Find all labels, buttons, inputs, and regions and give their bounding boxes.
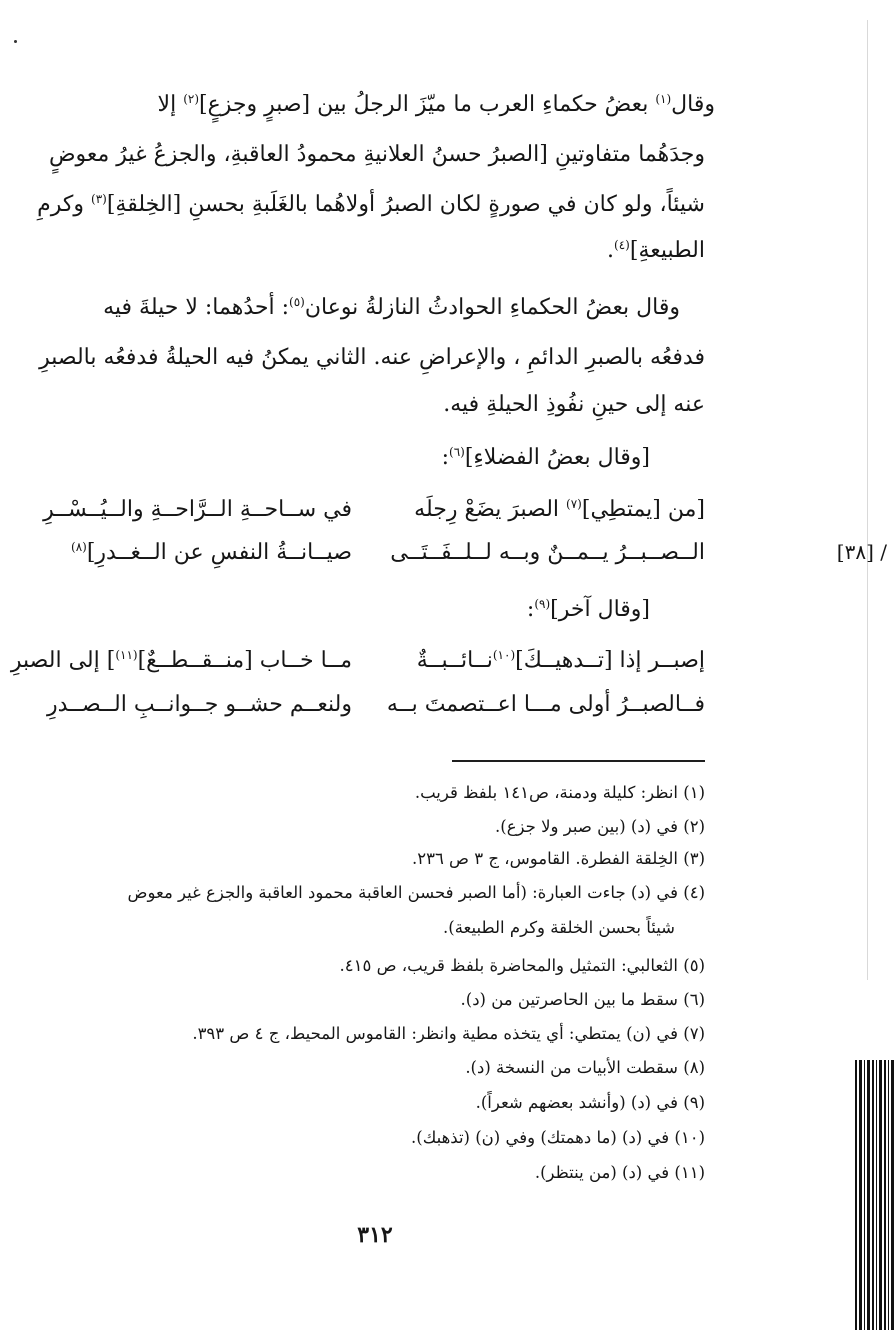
footnote-text: في (د) جاءت العبارة: (أما الصبر فحسن العاقبة محمود العاقبة والجزع غير معوض xyxy=(127,883,678,902)
footnote-ref: (٩) xyxy=(534,597,551,611)
footnote-ref: (٤) xyxy=(614,238,630,252)
text-run: إلا xyxy=(157,92,184,117)
footnote-number: (٤) xyxy=(678,883,705,902)
footnote-ref: (٥) xyxy=(289,295,305,309)
edge-streak xyxy=(888,1060,889,1330)
text-run: ولنعــم حشــو جــوانــبِ الــصــدرِ xyxy=(46,692,352,717)
verse-intro xyxy=(442,445,650,470)
body-line xyxy=(103,295,680,320)
verse-4-second-hemistich xyxy=(47,692,352,717)
text-run: [من [يمتطِي] xyxy=(581,497,705,522)
footnote xyxy=(461,990,705,1009)
footnote-ref: (٢) xyxy=(183,92,200,106)
text-run: ] إلى الصبرِ xyxy=(10,648,116,673)
text-run: : أحدُهما: لا حيلةَ فيه xyxy=(103,295,289,320)
edge-streak xyxy=(859,1060,862,1330)
footnote-separator xyxy=(452,760,705,762)
footnote-ref: (٧) xyxy=(566,497,582,511)
body-line xyxy=(443,392,705,417)
footnote xyxy=(495,817,705,836)
footnote-number: (١٠) xyxy=(669,1128,705,1147)
body-line xyxy=(49,142,705,167)
text-run: مــا خــاب [منــقــطــعٌ] xyxy=(137,648,352,673)
footnote-number: (١) xyxy=(678,783,705,802)
text-run: صيــانــةُ النفسِ عن الــغــدرِ] xyxy=(86,540,352,565)
text-run: [وقال آخر] xyxy=(550,597,650,622)
footnote-text: سقط ما بين الحاصرتين من (د). xyxy=(460,990,678,1009)
footnote-ref: (٦) xyxy=(449,445,465,459)
footnote-number: (٦) xyxy=(678,990,705,1009)
edge-streak xyxy=(879,1060,882,1330)
edge-streak xyxy=(855,1060,857,1330)
edge-streak xyxy=(872,1060,874,1330)
text-run: فــالصبــرُ أولى مـــا اعــتصمتَ بــه xyxy=(386,692,705,717)
edge-streak xyxy=(884,1060,886,1330)
verse-4-first-hemistich xyxy=(387,692,705,717)
text-run: [وقال بعضُ الفضلاءِ] xyxy=(464,445,650,470)
footnote xyxy=(465,1058,705,1077)
footnote xyxy=(443,918,675,937)
footnote-number: (٩) xyxy=(678,1093,705,1112)
footnote-text: الثعالبي: التمثيل والمحاضرة بلفظ قريب، ص ٤١٥. xyxy=(339,956,678,975)
body-line xyxy=(607,238,705,263)
text-run: وكرمِ xyxy=(37,192,91,217)
footnote xyxy=(128,883,705,902)
verse-2-second-hemistich xyxy=(71,540,352,565)
footnote-text: في (د) (بين صبر ولا جزع). xyxy=(495,817,678,836)
text-run: وجدَهُما متفاوتينِ [الصبرُ حسنُ العلانيةِ محمودُ العاقبةِ، والجزعُ غيرُ معوضٍ xyxy=(48,142,705,167)
scan-edge-shadow xyxy=(853,1060,895,1330)
footnote-text: في (د) (ما دهمتك) وفي (ن) (تذهبك). xyxy=(411,1128,670,1147)
page-number: ٣١٢ xyxy=(357,1222,393,1248)
footnote-ref: (١١) xyxy=(115,648,138,662)
text-run: الــصــبــرُ يــمــنٌ وبــه لــلــفَــتَــى xyxy=(390,540,705,565)
page-spine-shadow xyxy=(867,20,868,980)
text-run: : xyxy=(526,597,535,622)
text-run: فدفعُه بالصبرِ الدائمِ ، والإعراضِ عنه. الثاني يمكنُ فيه الحيلةُ فدفعُه بالصبرِ xyxy=(39,345,705,370)
footnote xyxy=(412,849,705,868)
footnote-number: (٨) xyxy=(678,1058,705,1077)
footnote xyxy=(476,1093,705,1112)
body-line xyxy=(37,192,705,217)
footnote-text: انظر: كليلة ودمنة، ص١٤١ بلفظ قريب. xyxy=(414,783,678,802)
footnote xyxy=(415,783,705,802)
text-run: عنه إلى حينِ نفُوذِ الحيلةِ فيه. xyxy=(443,392,705,417)
footnote-text: الخِلقة الفطرة. القاموس، ج ٣ ص ٢٣٦. xyxy=(411,849,678,868)
footnote-text: شيئاً بحسن الخلقة وكرم الطبيعة). xyxy=(443,918,675,937)
edge-streak xyxy=(867,1060,870,1330)
footnote xyxy=(411,1128,705,1147)
footnote-number: (٢) xyxy=(678,817,705,836)
footnote xyxy=(192,1024,705,1043)
text-run: بعضُ حكماءِ العرب ما ميّزَ الرجلُ بين [صبرٍ وجزعٍ] xyxy=(199,92,656,117)
footnote-ref: (١) xyxy=(655,92,672,106)
footnote xyxy=(535,1163,705,1182)
edge-streak xyxy=(864,1060,865,1330)
footnote-text: سقطت الأبيات من النسخة (د). xyxy=(465,1058,678,1077)
text-run: : xyxy=(441,445,449,470)
manuscript-folio-note: [٣٨] / xyxy=(836,540,887,564)
edge-streak xyxy=(891,1060,894,1330)
text-run: في ســاحــةِ الــرَّاحــةِ والــيُــسْــرِ xyxy=(43,497,352,522)
text-run: الطبيعةِ] xyxy=(629,238,705,263)
edge-streak xyxy=(876,1060,877,1330)
footnote xyxy=(340,956,705,975)
body-line xyxy=(39,345,705,370)
body-line xyxy=(158,92,715,117)
verse-1-first-hemistich xyxy=(414,497,705,522)
text-run: وقال xyxy=(671,92,715,117)
footnote-ref: (٣) xyxy=(91,192,107,206)
verse-2-first-hemistich xyxy=(390,540,705,565)
verse-1-second-hemistich xyxy=(43,497,352,522)
footnote-text: في (د) (من ينتظر). xyxy=(534,1163,670,1182)
verse-3-first-hemistich xyxy=(417,648,705,673)
text-run: . xyxy=(607,238,615,263)
text-run: الصبرَ يضَعْ رِجلَه xyxy=(414,497,567,522)
footnote-text: في (ن) يمتطي: أي يتخذه مطية وانظر: القاموس المحيط، ج ٤ ص ٣٩٣. xyxy=(192,1024,678,1043)
text-run: شيئاً، ولو كان في صورةٍ لكان الصبرُ أولاهُما بالغَلَبةِ بحسنِ [الخِلقةِ] xyxy=(106,192,705,217)
text-run: وقال بعضُ الحكماءِ الحوادثُ النازلةُ نوعان xyxy=(304,295,680,320)
footnote-ref: (١٠) xyxy=(492,648,516,662)
footnote-number: (١١) xyxy=(669,1163,705,1182)
text-run: نــائــبــةٌ xyxy=(416,648,493,673)
footnote-number: (٣) xyxy=(678,849,705,868)
footnote-number: (٥) xyxy=(678,956,705,975)
text-run: إصبــر إذا [تــدهيــكَ] xyxy=(515,648,705,673)
footnote-ref: (٨) xyxy=(71,540,87,554)
footnote-number: (٧) xyxy=(678,1024,705,1043)
scan-speck xyxy=(14,40,17,43)
verse-intro-2 xyxy=(527,597,650,622)
verse-3-second-hemistich xyxy=(11,648,352,673)
footnote-text: في (د) (وأنشد بعضهم شعراً). xyxy=(475,1093,678,1112)
